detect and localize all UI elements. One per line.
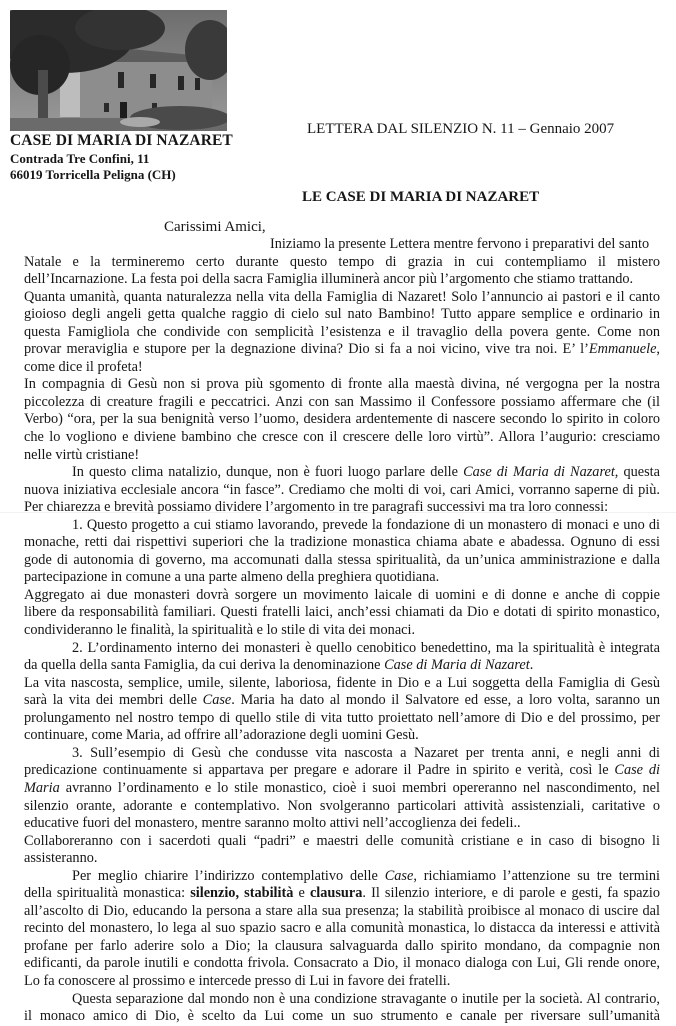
- text-line: [24, 306, 660, 324]
- org-name: CASE DI MARIA DI NAZARET: [10, 132, 233, 149]
- text-line: [24, 499, 660, 517]
- text-segment: recinto del monastero, lo lega al suo spazio sacro e alla comunità monastica, lo distacca da interessi e attività: [24, 920, 660, 937]
- text-segment: educative fuori del monastero, mentre saranno molto attivi nell’accoglienza dei fedeli..: [24, 815, 521, 832]
- text-line: [24, 271, 660, 289]
- text-line: [24, 394, 660, 412]
- org-address-city: 66019 Torricella Peligna (CH): [10, 167, 176, 182]
- text-segment: e: [293, 885, 310, 902]
- text-line: [24, 850, 660, 868]
- text-segment: 1. Questo progetto a cui stiamo lavorando, prevede la fondazione di un monastero di monaci e uno di: [72, 516, 660, 533]
- text-line: [24, 657, 660, 675]
- text-line: [24, 587, 660, 605]
- text-line: [24, 359, 660, 377]
- text-line: [24, 815, 660, 833]
- text-line: [24, 324, 660, 342]
- text-segment: ,: [656, 341, 660, 358]
- text-segment: avranno l’ordinamento e lo stile monastico, cioè i suoi membri opereranno nel nascondimento, nel: [59, 779, 660, 796]
- text-line: [24, 675, 660, 693]
- bold-text: silenzio, stabilità: [190, 885, 294, 902]
- text-line: [24, 482, 660, 500]
- text-segment: continuare, come Maria, ad offrire all’adorazione degli uomini Gesù.: [24, 727, 419, 744]
- text-segment: nelle virtù cristiane!: [24, 446, 140, 463]
- farmhouse-photo-image: [10, 10, 227, 131]
- text-segment: Questa separazione dal mondo non è una condizione stravagante o inutile per la società. Al contrario,: [72, 990, 660, 1007]
- text-line: [24, 1008, 660, 1026]
- text-line: [24, 938, 660, 956]
- text-segment: edificanti, da parole inutili e condotta frivola. Consacrato a Dio, il monaco dialoga con Lui, Gli rende onore,: [24, 955, 660, 972]
- text-line: [24, 464, 660, 482]
- text-line: [24, 236, 660, 254]
- text-segment: il monaco amico di Dio, è scelto da Lui come un suo strumento e canale per riversare sull’umanità: [24, 1008, 660, 1025]
- farmhouse-photo: [10, 10, 227, 131]
- text-segment: In compagnia di Gesù non si prova più sgomento di fronte alla maestà divina, né vergogna per la nostra: [24, 376, 660, 393]
- text-line: [24, 727, 660, 745]
- italic-text: Case di Maria di Nazaret: [463, 464, 615, 481]
- text-segment: Collaboreranno con i sacerdoti quali “padri” e maestri delle comunità cristiane e in caso di bisogno li: [24, 832, 660, 849]
- italic-text: Case di Maria di Nazaret: [384, 657, 530, 674]
- text-line: [24, 254, 660, 272]
- org-address-street: Contrada Tre Confini, 11: [10, 151, 150, 166]
- text-line: [24, 885, 660, 903]
- text-line: [24, 552, 660, 570]
- text-segment: gioioso degli angeli getta qualche raggio di cielo sul nato Bambino! Tutto appare semplice e ordinario in: [24, 306, 660, 323]
- document-title: LE CASE DI MARIA DI NAZARET: [302, 189, 540, 205]
- text-segment: prolungamento nel nostro tempo di quello stile di vita tutto proiettato nell’amore di Dio e del prossimo, per: [24, 709, 660, 726]
- italic-text: Maria: [24, 779, 60, 796]
- text-segment: Natale e la termineremo certo durante questo tempo di grazia in cui contempliamo il mistero: [24, 253, 660, 270]
- text-line: [24, 780, 660, 798]
- text-segment: La vita nascosta, semplice, umile, silente, laboriosa, fidente in Dio e a Lui soggetta della Famiglia di Gesù: [24, 674, 660, 691]
- text-segment: come dice il profeta!: [24, 358, 143, 375]
- text-line: [24, 517, 660, 535]
- text-segment: , richiamiamo l’attenzione su tre termini: [413, 867, 660, 884]
- issue-heading: LETTERA DAL SILENZIO N. 11 – Gennaio 2007: [307, 121, 615, 137]
- text-segment: della spiritualità monastica:: [24, 885, 191, 902]
- text-segment: Per meglio chiarire l’indirizzo contemplativo delle: [72, 867, 385, 884]
- text-line: [24, 289, 660, 307]
- text-line: [24, 622, 660, 640]
- text-segment: 2. L’ordinamento interno dei monasteri è quello cenobitico benedettino, ma la spiritualità è integrata: [72, 639, 660, 656]
- text-line: [24, 692, 660, 710]
- text-segment: condivideranno le finalità, la spiritualità e lo stile di vita dei monaci.: [24, 622, 416, 639]
- text-line: [24, 429, 660, 447]
- text-line: [24, 376, 660, 394]
- text-segment: .: [529, 657, 534, 674]
- text-line: [24, 920, 660, 938]
- scan-artifact-line: [0, 512, 676, 513]
- text-line: [24, 745, 660, 763]
- text-segment: In questo clima natalizio, dunque, non è fuori luogo parlare delle: [72, 464, 464, 481]
- letter-body: [24, 236, 660, 1026]
- text-segment: . Maria ha dato al mondo il Salvatore ed esse, a loro volta, saranno un: [231, 692, 660, 709]
- text-segment: sarà la vita dei membri delle: [24, 692, 203, 709]
- text-segment: da quella della santa Famiglia, da cui deriva la denominazione: [24, 657, 385, 674]
- text-line: [24, 798, 660, 816]
- italic-text: Emmanuele: [588, 341, 657, 358]
- text-line: [24, 973, 660, 991]
- text-line: [24, 411, 660, 429]
- text-line: [24, 762, 660, 780]
- text-segment: Aggregato ai due monasteri dovrà sorgere un movimento laicale di uomini e di donne e anche di coppie: [24, 586, 660, 603]
- text-segment: profane per farlo aderire solo a Dio; la clausura salvaguarda dallo spirito mondano, da compagnie non: [24, 937, 660, 954]
- text-line: [24, 833, 660, 851]
- text-segment: partecipazione in comune a una parte almeno della preghiera quotidiana.: [24, 569, 440, 586]
- text-line: [24, 903, 660, 921]
- bold-text: clausura: [309, 885, 363, 902]
- text-segment: silenzio orante, adorante e contemplativo. Non svolgeranno particolari attività assistenziali, caritative o: [24, 797, 660, 814]
- text-segment: 3. Sull’esempio di Gesù che condusse vita nascosta a Nazaret per trenta anni, e negli anni di: [72, 744, 660, 761]
- text-line: [24, 534, 660, 552]
- italic-text: Case: [384, 867, 414, 884]
- text-segment: gode di autonomia di governo, ma accomunati dalla stessa spiritualità, da un’unica amministrazione e dalla: [24, 551, 660, 568]
- text-line: [24, 604, 660, 622]
- text-line: [24, 710, 660, 728]
- text-segment: . Il silenzio interiore, e di parole e gesti, fa spazio: [362, 885, 660, 902]
- text-segment: Per chiarezza e brevità possiamo dividere l’argomento in tre paragrafi successivi ma tra loro connessi:: [24, 499, 609, 516]
- text-line: [24, 991, 660, 1009]
- text-segment: all’ascolto di Dio, educando la persona a stare alla sua presenza; la stabilità proibisce al monaco di uscire dal: [24, 902, 660, 919]
- text-segment: , questa: [614, 464, 660, 481]
- text-segment: nuova iniziativa ecclesiale ancora “in fasce”. Crediamo che molti di voi, cari Amici, vorranno saperne di più.: [24, 481, 660, 498]
- text-line: [24, 341, 660, 359]
- text-segment: piccolezza di creature fragili e peccatrici. Anzi con san Massimo il Confessore possiamo affermare che (il: [24, 393, 660, 410]
- text-segment: questa Famigliola che condivide con semplicità l’esistenza e il travaglio della povera gente. Come non: [24, 323, 660, 340]
- text-segment: assisteranno.: [24, 850, 98, 867]
- text-line: [24, 955, 660, 973]
- text-segment: Lo fa conoscere al prossimo e intercede presso di Lui in favore dei fratelli.: [24, 972, 451, 989]
- text-line: [24, 447, 660, 465]
- text-segment: Iniziamo la presente Lettera mentre fervono i preparativi del santo: [270, 236, 650, 252]
- text-line: [24, 868, 660, 886]
- text-segment: predicazione continuamente si appartava per pregare e adorare il Padre in spirito e verità, così le: [24, 762, 615, 779]
- text-segment: Verbo) “ora, per la sua benignità verso l’uomo, desidera ardentemente di nascere secondo lo spirito in coloro: [24, 411, 660, 428]
- text-segment: che lo vogliono e diviene bambino che cresce con il crescere delle loro virtù”. Allora l’augurio: cresciamo: [24, 429, 660, 446]
- text-segment: Quanta umanità, quanta naturalezza nella vita della Famiglia di Nazaret! Solo l’annuncio ai pastori e il canto: [24, 288, 660, 305]
- italic-text: Case di: [614, 762, 660, 779]
- text-line: [24, 640, 660, 658]
- italic-text: Case: [202, 692, 232, 709]
- text-segment: dell’Incarnazione. La festa poi della sacra Famiglia illuminerà ancor più l’argomento che stiamo trattando.: [24, 271, 634, 288]
- text-line: [24, 569, 660, 587]
- text-segment: libere da responsabilità familiari. Questi fratelli laici, anch’essi chiamati da Dio e dotati di spirito monastico,: [24, 604, 660, 621]
- text-segment: provar meraviglia e stupore per la degnazione divina? Dio si fa a noi vicino, vive tra noi. E’ l’: [24, 341, 589, 358]
- text-segment: monache, retti dai rispettivi superiori che la tradizione monastica chiama abate e abadessa. Ognuno di essi: [24, 534, 660, 551]
- salutation: Carissimi Amici,: [164, 219, 266, 235]
